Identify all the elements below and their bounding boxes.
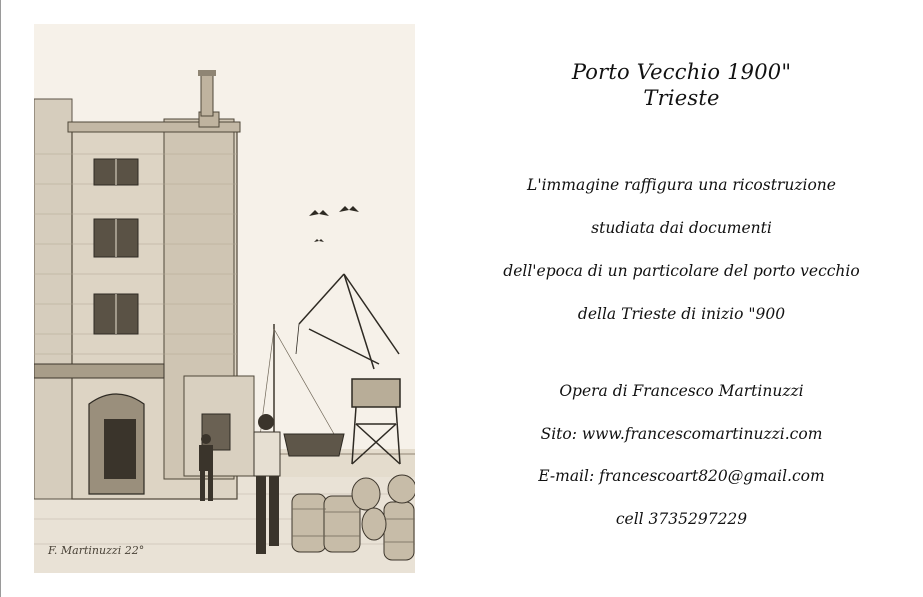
artwork-drawing bbox=[34, 24, 415, 573]
description-line-3: dell'epoca di un particolare del porto vecchio bbox=[503, 262, 860, 280]
author-credit: Opera di Francesco Martinuzzi bbox=[559, 382, 804, 400]
page-edge bbox=[0, 0, 1, 597]
description-line-1: L'immagine raffigura una ricostruzione bbox=[527, 176, 836, 194]
website-link[interactable]: Sito: www.francescomartinuzzi.com bbox=[540, 425, 823, 443]
text-panel bbox=[440, 0, 923, 597]
description-line-2: studiata dai documenti bbox=[591, 219, 772, 237]
description-line-4: della Trieste di inizio "900 bbox=[577, 305, 786, 323]
phone-number: cell 3735297229 bbox=[615, 510, 748, 528]
title-line-2: Trieste bbox=[643, 86, 720, 110]
email-link[interactable]: E-mail: francescoart820@gmail.com bbox=[538, 467, 825, 485]
title-line-1: Porto Vecchio 1900" bbox=[571, 60, 792, 84]
warehouse-building bbox=[34, 70, 254, 499]
harbor-drawing bbox=[34, 24, 415, 573]
artist-signature: F. Martinuzzi 22° bbox=[48, 544, 145, 557]
